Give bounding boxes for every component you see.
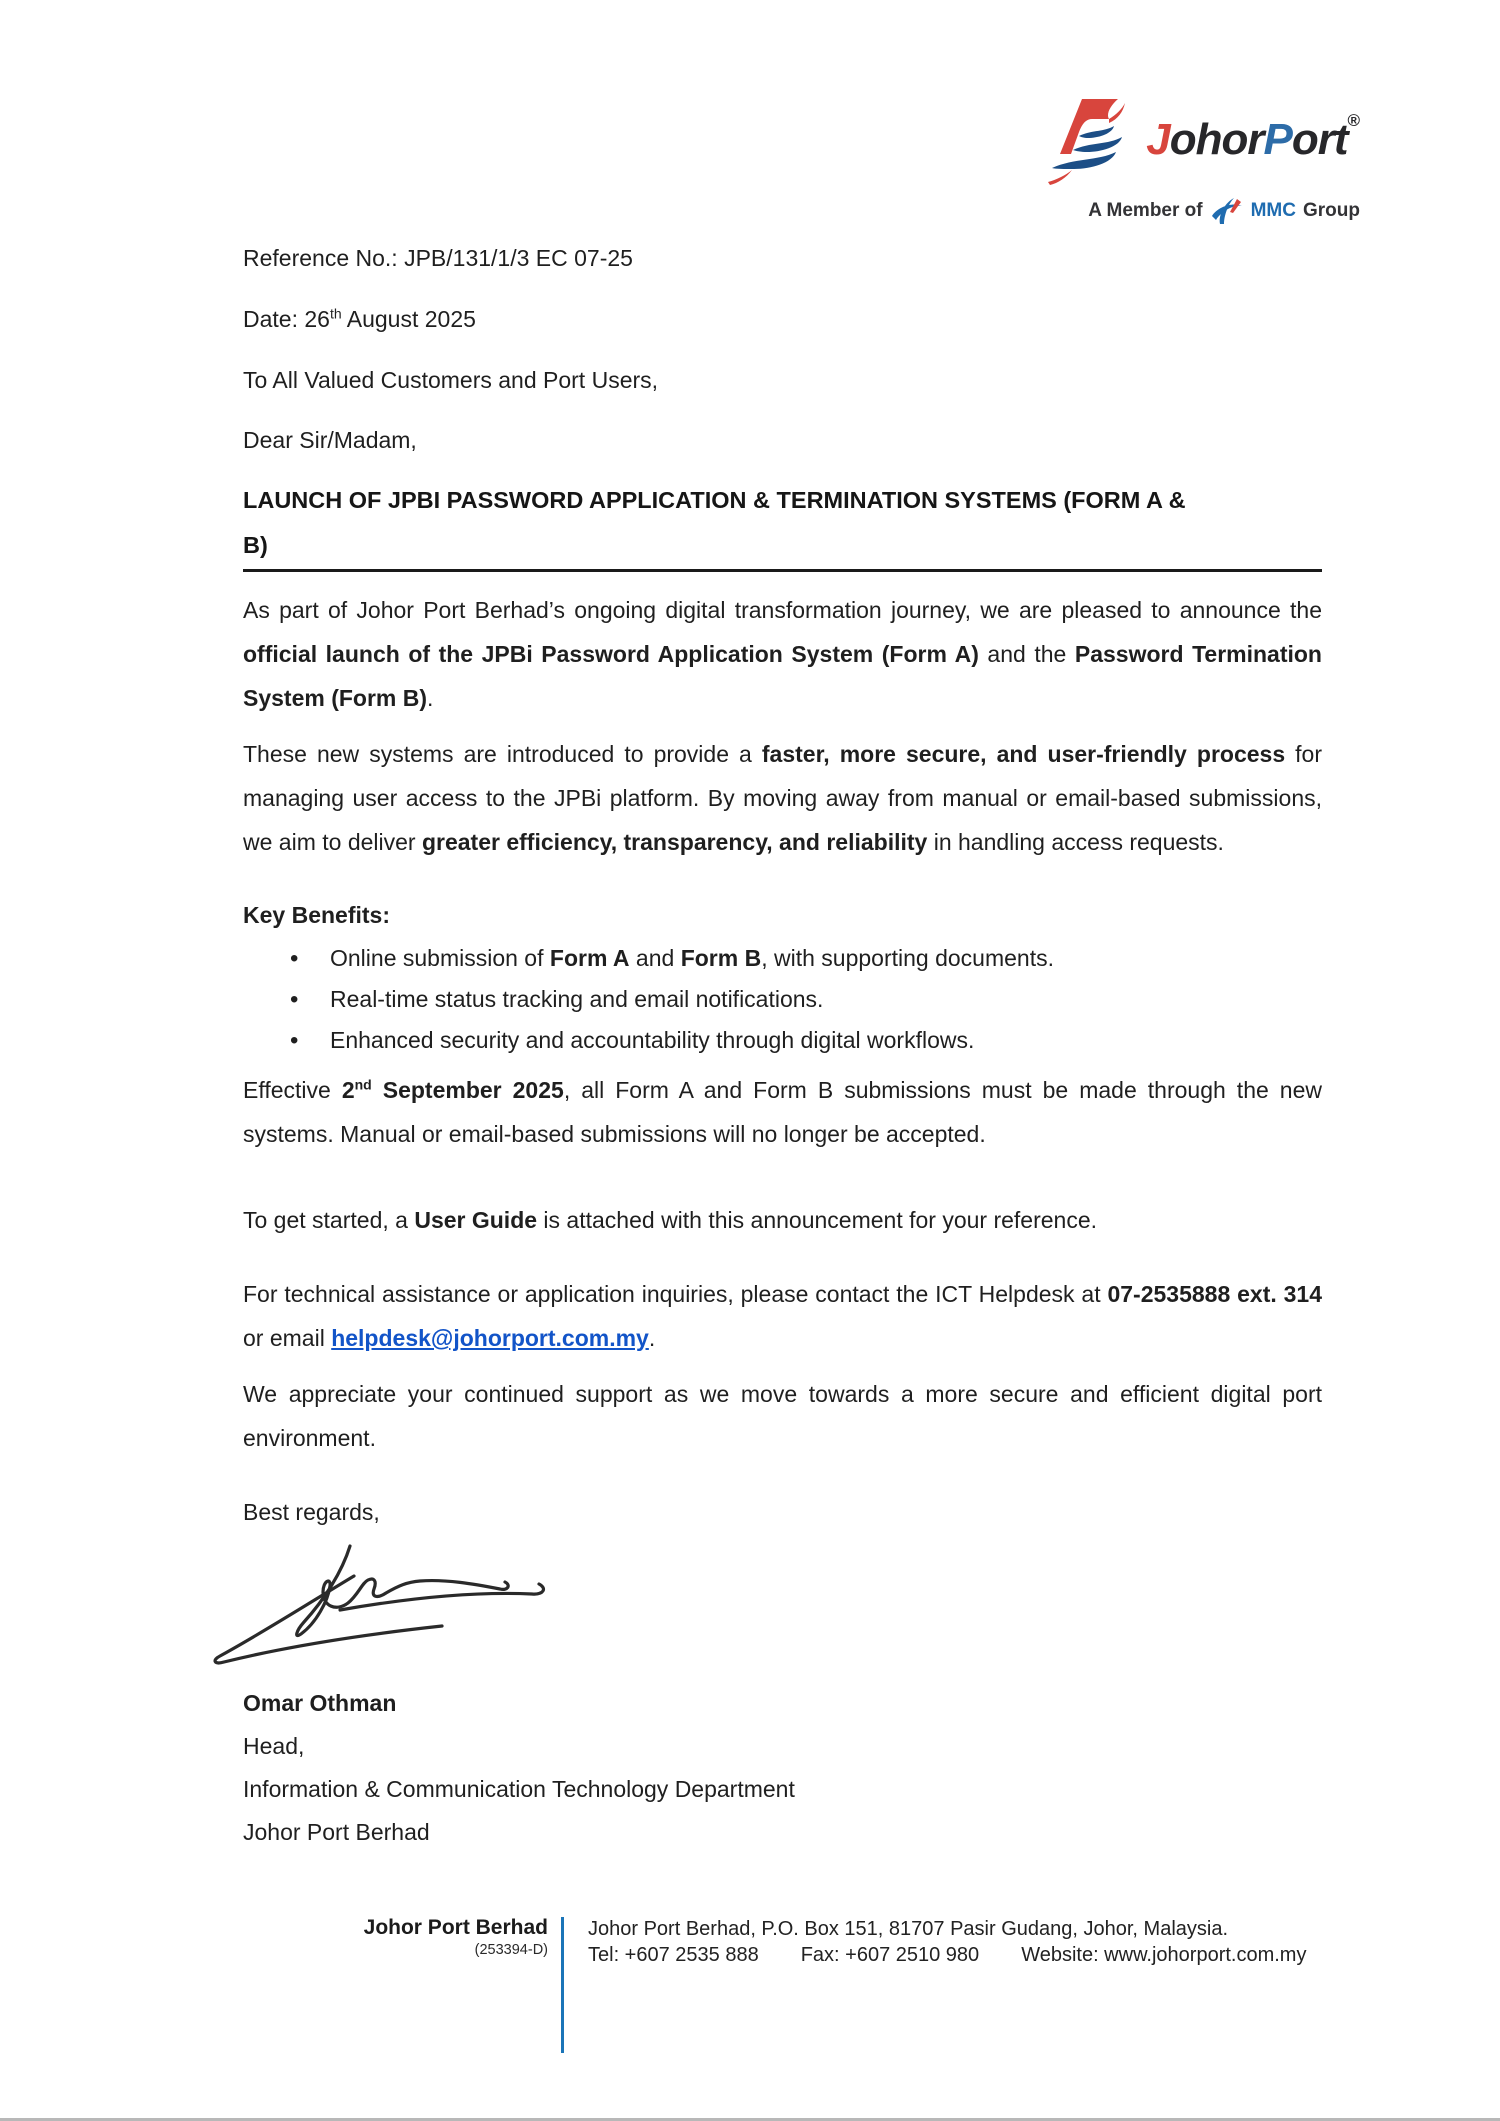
brand-letter-j: J	[1146, 115, 1170, 164]
paragraph-helpdesk	[243, 1272, 1322, 1360]
text-segment: To get started, a	[243, 1207, 415, 1233]
benefit-item-security: • Enhanced security and accountability through digital workflows.	[243, 1020, 1322, 1061]
text-segment: or email	[243, 1325, 332, 1351]
key-benefits-heading: Key Benefits:	[243, 902, 390, 928]
text-segment-bold: faster, more secure, and user-friendly process	[761, 741, 1286, 767]
footer-address: Johor Port Berhad, P.O. Box 151, 81707 Pasir Gudang, Johor, Malaysia.	[588, 1918, 1229, 1940]
signature-image	[200, 1528, 580, 1693]
johorport-logo	[1030, 92, 1360, 226]
tagline-prefix: A Member of	[1088, 200, 1203, 221]
signatory-department: Information & Communication Technology Department	[243, 1776, 795, 1802]
tagline-mmc: MMC	[1250, 200, 1296, 221]
subject-line1: LAUNCH OF JPBI PASSWORD APPLICATION & TERMINATION SYSTEMS (FORM A &	[243, 487, 1186, 513]
text-segment: For technical assistance or application inquiries, please contact the ICT Helpdesk at	[243, 1281, 1108, 1307]
text-segment-bold: official launch of the JPBi Password Application System (Form A)	[243, 641, 979, 667]
date-line	[243, 297, 1322, 341]
reference-line: Reference No.: JPB/131/1/3 EC 07-25	[243, 245, 633, 271]
text-segment: and	[629, 945, 681, 971]
text-segment-bold: 07-2535888 ext. 314	[1107, 1281, 1322, 1307]
logo-row	[1030, 92, 1360, 188]
signatory-company: Johor Port Berhad	[243, 1819, 430, 1845]
mmc-logo-icon	[1210, 196, 1244, 226]
date-ordinal: th	[329, 305, 342, 322]
footer-contact-row	[588, 1942, 1306, 1968]
footer-company-name: Johor Port Berhad	[363, 1916, 548, 1939]
text-segment: As part of Johor Port Berhad’s ongoing digital transformation journey, we are pleased to announce the	[243, 597, 1322, 623]
text-segment-bold: Password Termination System (Form B)	[243, 641, 1322, 711]
footer-registration-number: (253394-D)	[474, 1942, 548, 1958]
text-segment: in handling access requests.	[927, 829, 1224, 855]
benefit-item-status-tracking: • Real-time status tracking and email notifications.	[243, 979, 1322, 1020]
text-segment: .	[648, 1325, 656, 1351]
text-segment-bold: Form A	[549, 945, 630, 971]
ordinal-superscript: nd	[354, 1076, 372, 1093]
text-segment-bold: September 2025	[371, 1077, 564, 1103]
paragraph-benefit-overview	[243, 732, 1322, 864]
text-segment-bold: greater efficiency, transparency, and reliability	[421, 829, 928, 855]
signatory-block	[243, 1682, 795, 1854]
paragraph-effective-date	[243, 1068, 1322, 1156]
footer-fax: Fax: +607 2510 980	[800, 1944, 980, 1966]
salutation-line: Dear Sir/Madam,	[243, 427, 417, 453]
date-suffix: August 2025	[341, 306, 476, 332]
date-prefix: Date: 26	[243, 306, 330, 332]
footer-tel: Tel: +607 2535 888	[588, 1944, 759, 1966]
recipient-line: To All Valued Customers and Port Users,	[243, 367, 659, 393]
subject-line2: B)	[243, 532, 268, 558]
text-segment-bold: User Guide	[414, 1207, 538, 1233]
mmc-tagline	[1030, 196, 1360, 226]
footer-company-block	[320, 1916, 548, 1960]
paragraph-appreciation: We appreciate your continued support as we move towards a more secure and efficient digital port environment.	[243, 1381, 1322, 1451]
signatory-name: Omar Othman	[243, 1690, 397, 1716]
helpdesk-email-link[interactable]: helpdesk@johorport.com.my	[331, 1325, 649, 1351]
subject-heading	[243, 478, 1322, 572]
signatory-title: Head,	[243, 1733, 305, 1759]
footer-divider	[561, 1917, 564, 2053]
johorport-flag-icon	[1046, 92, 1146, 188]
benefit-item-online-submission	[243, 938, 1322, 979]
footer-website: Website: www.johorport.com.my	[1021, 1944, 1307, 1966]
text-segment: These new systems are introduced to provide a	[243, 741, 762, 767]
text-segment: Effective	[243, 1077, 342, 1103]
text-segment: is attached with this announcement for your reference.	[537, 1207, 1098, 1233]
brand-ort: ort	[1291, 115, 1348, 164]
text-segment: and the	[978, 641, 1075, 667]
text-segment: , all Form A and Form B submissions must be made through the new systems. Manual or email-based submissions will no longer be accepted.	[243, 1077, 1322, 1147]
text-segment: , with supporting documents.	[761, 945, 1054, 971]
key-benefits-list	[243, 938, 1322, 1061]
paragraph-user-guide	[243, 1198, 1322, 1242]
text-segment: Online submission of	[330, 945, 550, 971]
tagline-group: Group	[1303, 200, 1360, 221]
text-segment-bold: 2	[341, 1077, 355, 1103]
registered-mark: ®	[1347, 111, 1360, 131]
paragraph-intro	[243, 588, 1322, 720]
text-segment: for managing user access to the JPBi platform. By moving away from manual or email-based submissions, we aim to deliver	[243, 741, 1322, 855]
closing-regards: Best regards,	[243, 1499, 380, 1525]
johorport-wordmark	[1146, 111, 1360, 165]
text-segment-bold: Form B	[680, 945, 762, 971]
text-segment: .	[427, 685, 434, 711]
footer-contact-block	[588, 1916, 1306, 1968]
brand-ohor: ohor	[1169, 115, 1264, 164]
brand-letter-p: P	[1263, 115, 1292, 164]
